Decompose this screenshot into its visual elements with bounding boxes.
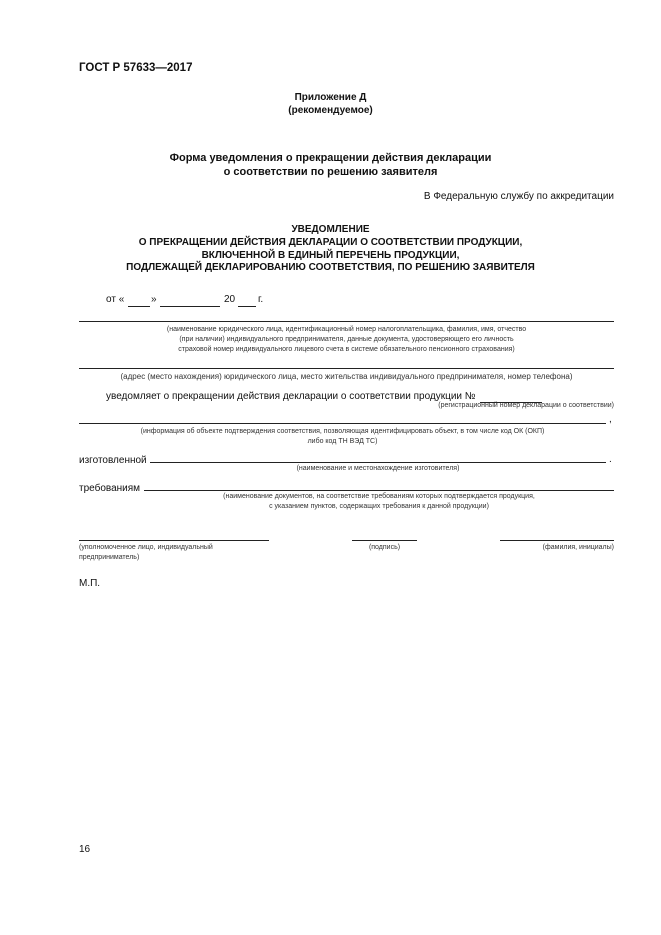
notifies-text: уведомляет о прекращении действия декларации о соответствии продукции №	[106, 391, 476, 402]
signature-field[interactable]	[352, 540, 417, 541]
form-title-line2: о соответствии по решению заявителя	[223, 166, 438, 178]
object-caption: (информация об объекте подтверждения соответствия, позволяющая идентифицировать объект, в том числе код ОК (ОКП) либо код ТН ВЭД ТС)	[140, 428, 545, 445]
seal-label: М.П.	[79, 578, 101, 589]
notice-line1: О ПРЕКРАЩЕНИИ ДЕЙСТВИЯ ДЕКЛАРАЦИИ О СООТВЕТСТВИИ ПРОДУКЦИИ,	[138, 237, 523, 248]
date-month-blank[interactable]	[160, 306, 220, 307]
date-suffix: г.	[258, 294, 264, 305]
notice-line3: ПОДЛЕЖАЩЕЙ ДЕКЛАРИРОВАНИЮ СООТВЕТСТВИЯ, ПО РЕШЕНИЮ ЗАЯВИТЕЛЯ	[126, 262, 535, 273]
form-title-line1: Форма уведомления о прекращении действия декларации	[169, 152, 492, 164]
manufactured-label: изготовленной	[79, 455, 147, 466]
appendix-subtitle: (рекомендуемое)	[288, 105, 373, 116]
notice-heading: УВЕДОМЛЕНИЕ	[291, 224, 370, 235]
applicant-field[interactable]	[79, 321, 614, 322]
recipient: В Федеральную службу по аккредитации	[423, 191, 614, 202]
manufacturer-caption: (наименование и местонахождение изготовителя)	[296, 465, 460, 472]
address-caption: (адрес (место нахождения) юридического лица, место жительства индивидуального предпринимателя, номер телефона)	[120, 372, 573, 381]
standard-number: ГОСТ Р 57633—2017	[79, 62, 193, 74]
authorized-person-field[interactable]	[79, 540, 269, 541]
authorized-person-caption: (уполномоченное лицо, индивидуальный предприниматель)	[79, 544, 213, 561]
date-prefix: от «	[106, 294, 125, 305]
page-number: 16	[79, 844, 91, 855]
requirements-label: требованиям	[79, 483, 141, 494]
date-year: 20	[224, 294, 236, 305]
object-field[interactable]	[79, 423, 606, 424]
manufacturer-dot: .	[609, 454, 612, 465]
declaration-number-caption: (регистрационный номер декларации о соответствии)	[438, 402, 614, 409]
date-mid: »	[151, 294, 157, 305]
appendix-title: Приложение Д	[294, 92, 367, 103]
name-field[interactable]	[500, 540, 614, 541]
address-field[interactable]	[79, 368, 614, 369]
signature-caption: (подпись)	[368, 544, 401, 551]
applicant-caption: (наименование юридического лица, идентификационный номер налогоплательщика, фамилия, имя, отчество (при наличии) индивидуального предпринимателя, данные документа, удостоверяющего его личность страховой номер индивидуального лицевого счета в системе обязательного пенсионного страхования)	[166, 326, 527, 353]
requirements-field[interactable]	[144, 490, 614, 491]
name-caption: (фамилия, инициалы)	[542, 544, 614, 551]
date-year-blank[interactable]	[238, 306, 256, 307]
manufacturer-field[interactable]	[150, 462, 606, 463]
object-comma: ,	[609, 414, 612, 425]
date-day-blank[interactable]	[128, 306, 150, 307]
requirements-caption: (наименование документов, на соответствие требованиям которых подтверждается продукция, с указанием пунктов, содержащих требования к данной продукции)	[223, 493, 535, 510]
notice-line2: ВКЛЮЧЕННОЙ В ЕДИНЫЙ ПЕРЕЧЕНЬ ПРОДУКЦИИ,	[201, 250, 460, 261]
